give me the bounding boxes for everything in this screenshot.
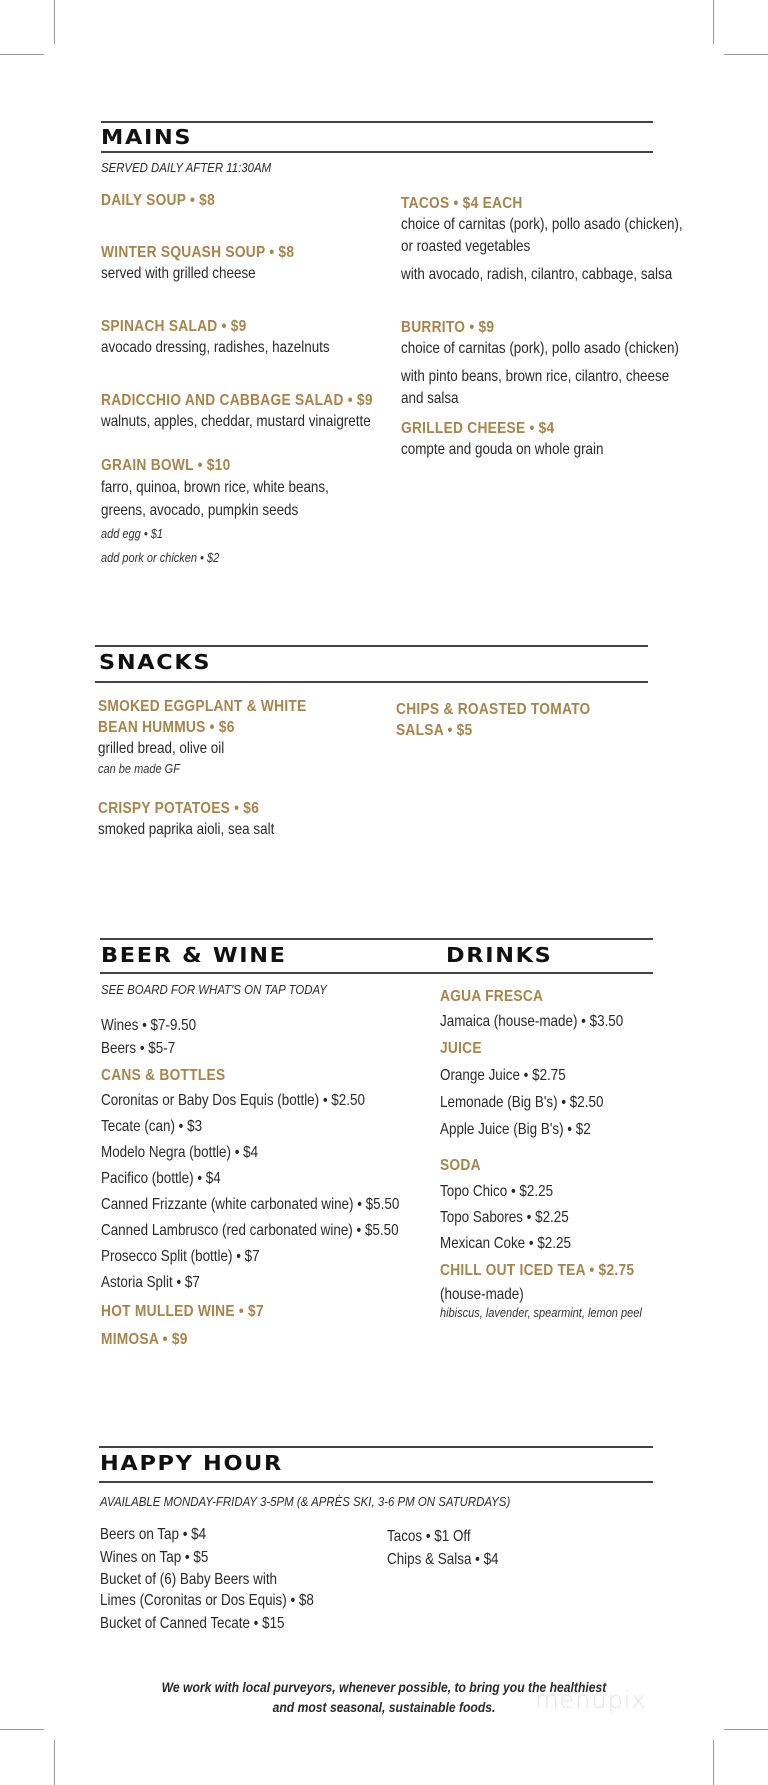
menu-item	[101, 455, 391, 570]
item-desc: smoked paprika aioli, sea salt	[98, 821, 275, 838]
hh-item: Bucket of (6) Baby Beers with	[100, 1571, 278, 1588]
item-desc: avocado dressing, radishes, hazelnuts	[101, 339, 330, 356]
happy-hour-right	[387, 1525, 647, 1571]
drink-note: hibiscus, lavender, spearmint, lemon peel	[440, 1306, 642, 1320]
snacks-right-column	[396, 699, 646, 741]
drink-item: Topo Sabores • $2.25	[440, 1209, 569, 1226]
divider	[100, 938, 430, 940]
divider	[430, 938, 653, 940]
drink-item: Lemonade (Big B's) • $2.50	[440, 1094, 604, 1111]
item-name: BURRITO • $9	[401, 319, 495, 336]
menu-item	[101, 316, 391, 359]
mains-left-column	[101, 190, 391, 570]
divider	[95, 645, 648, 647]
tap-item: Wines • $7-9.50	[101, 1017, 197, 1034]
item-note: can be made GF	[98, 762, 180, 776]
drink-item: Topo Chico • $2.25	[440, 1183, 554, 1200]
item-desc: choice of carnitas (pork), pollo asado (chicken),	[401, 216, 683, 233]
hh-item: Limes (Coronitas or Dos Equis) • $8	[100, 1592, 314, 1609]
tap-item: Beers • $5-7	[101, 1040, 176, 1057]
item-desc: grilled bread, olive oil	[98, 740, 225, 757]
subheading: JUICE	[440, 1040, 482, 1057]
menu-item	[101, 190, 391, 211]
footer-line: and most seasonal, sustainable foods.	[272, 1700, 496, 1715]
item-desc: and salsa	[401, 390, 459, 407]
crop-mark	[0, 54, 44, 55]
item-name: SALSA • $5	[396, 722, 473, 739]
item-name: SPINACH SALAD • $9	[101, 318, 247, 335]
item-desc: with avocado, radish, cilantro, cabbage, salsa	[401, 266, 673, 283]
menu-item	[401, 193, 683, 286]
divider	[101, 121, 653, 123]
item-desc: compte and gouda on whole grain	[401, 441, 604, 458]
mains-right-column	[401, 193, 683, 461]
drink-item: Orange Juice • $2.75	[440, 1067, 566, 1084]
divider	[99, 1446, 653, 1448]
item-desc: served with grilled cheese	[101, 265, 256, 282]
item-addon: add egg • $1	[101, 527, 163, 541]
special-item: MIMOSA • $9	[101, 1331, 188, 1348]
divider	[100, 972, 430, 974]
section-note: SEE BOARD FOR WHAT'S ON TAP TODAY	[101, 982, 327, 997]
menu-item	[401, 418, 671, 461]
item-name: WINTER SQUASH SOUP • $8	[101, 244, 295, 261]
hh-item: Beers on Tap • $4	[100, 1526, 207, 1543]
can-item: Canned Frizzante (white carbonated wine) • $5.50	[101, 1196, 400, 1213]
special-item: HOT MULLED WINE • $7	[101, 1303, 264, 1320]
menu-item	[401, 317, 679, 410]
subheading: AGUA FRESCA	[440, 988, 544, 1005]
crop-mark	[54, 0, 55, 44]
section-title: MAINS	[101, 125, 193, 149]
crop-mark	[54, 1740, 55, 1785]
can-item: Modelo Negra (bottle) • $4	[101, 1144, 259, 1161]
subheading: CANS & BOTTLES	[101, 1067, 226, 1084]
item-desc: farro, quinoa, brown rice, white beans,	[101, 479, 329, 496]
drinks-list	[440, 984, 670, 1321]
item-desc: or roasted vegetables	[401, 238, 531, 255]
crop-mark	[724, 54, 768, 55]
menu-item	[98, 696, 378, 778]
crop-mark	[0, 1729, 44, 1730]
section-title: BEER & WINE	[101, 943, 287, 967]
menu-item	[396, 699, 646, 741]
hh-item: Tacos • $1 Off	[387, 1528, 471, 1545]
hh-item: Chips & Salsa • $4	[387, 1551, 499, 1568]
drink-desc: (house-made)	[440, 1286, 524, 1303]
subheading: CHILL OUT ICED TEA • $2.75	[440, 1262, 635, 1279]
divider	[95, 681, 648, 683]
watermark-logo: menupix	[535, 1686, 647, 1714]
hh-item: Wines on Tap • $5	[100, 1549, 209, 1566]
happy-hour-left	[100, 1523, 400, 1636]
section-note: AVAILABLE MONDAY-FRIDAY 3-5PM (& APRÈS SKI, 3-6 PM ON SATURDAYS)	[100, 1494, 511, 1509]
item-name: GRAIN BOWL • $10	[101, 457, 231, 474]
divider	[99, 1481, 653, 1483]
item-desc: walnuts, apples, cheddar, mustard vinaigrette	[101, 413, 371, 430]
hh-item: Bucket of Canned Tecate • $15	[100, 1615, 285, 1632]
can-item: Tecate (can) • $3	[101, 1118, 203, 1135]
menu-item	[101, 390, 391, 433]
divider	[430, 972, 653, 974]
menu-item	[101, 242, 391, 285]
item-name: RADICCHIO AND CABBAGE SALAD • $9	[101, 392, 373, 409]
can-item: Coronitas or Baby Dos Equis (bottle) • $2.50	[101, 1092, 365, 1109]
can-item: Canned Lambrusco (red carbonated wine) • $5.50	[101, 1222, 399, 1239]
beer-wine-list	[101, 1014, 421, 1354]
drink-item: Apple Juice (Big B's) • $2	[440, 1121, 591, 1138]
crop-mark	[713, 0, 714, 44]
item-desc: with pinto beans, brown rice, cilantro, cheese	[401, 368, 670, 385]
subheading: SODA	[440, 1157, 481, 1174]
snacks-left-column	[98, 696, 378, 841]
item-addon: add pork or chicken • $2	[101, 551, 220, 565]
section-note: SERVED DAILY AFTER 11:30AM	[101, 160, 272, 175]
drink-item: Mexican Coke • $2.25	[440, 1235, 571, 1252]
crop-mark	[724, 1729, 768, 1730]
menu-item	[98, 798, 378, 841]
item-name: BEAN HUMMUS • $6	[98, 719, 235, 736]
crop-mark	[713, 1740, 714, 1785]
can-item: Astoria Split • $7	[101, 1274, 200, 1291]
section-title: HAPPY HOUR	[100, 1451, 283, 1475]
item-name: CRISPY POTATOES • $6	[98, 800, 260, 817]
section-title: SNACKS	[99, 650, 212, 674]
drink-item: Jamaica (house-made) • $3.50	[440, 1013, 624, 1030]
item-name: CHIPS & ROASTED TOMATO	[396, 701, 591, 718]
item-desc: choice of carnitas (pork), pollo asado (chicken)	[401, 340, 679, 357]
divider	[101, 151, 653, 153]
item-name: TACOS • $4 EACH	[401, 195, 523, 212]
section-title: DRINKS	[446, 943, 553, 967]
item-name: GRILLED CHEESE • $4	[401, 420, 555, 437]
item-name: SMOKED EGGPLANT & WHITE	[98, 698, 307, 715]
footer-line: We work with local purveyors, whenever possible, to bring you the healthiest	[161, 1680, 607, 1695]
can-item: Pacifico (bottle) • $4	[101, 1170, 221, 1187]
item-name: DAILY SOUP • $8	[101, 192, 215, 209]
can-item: Prosecco Split (bottle) • $7	[101, 1248, 260, 1265]
item-desc: greens, avocado, pumpkin seeds	[101, 502, 299, 519]
